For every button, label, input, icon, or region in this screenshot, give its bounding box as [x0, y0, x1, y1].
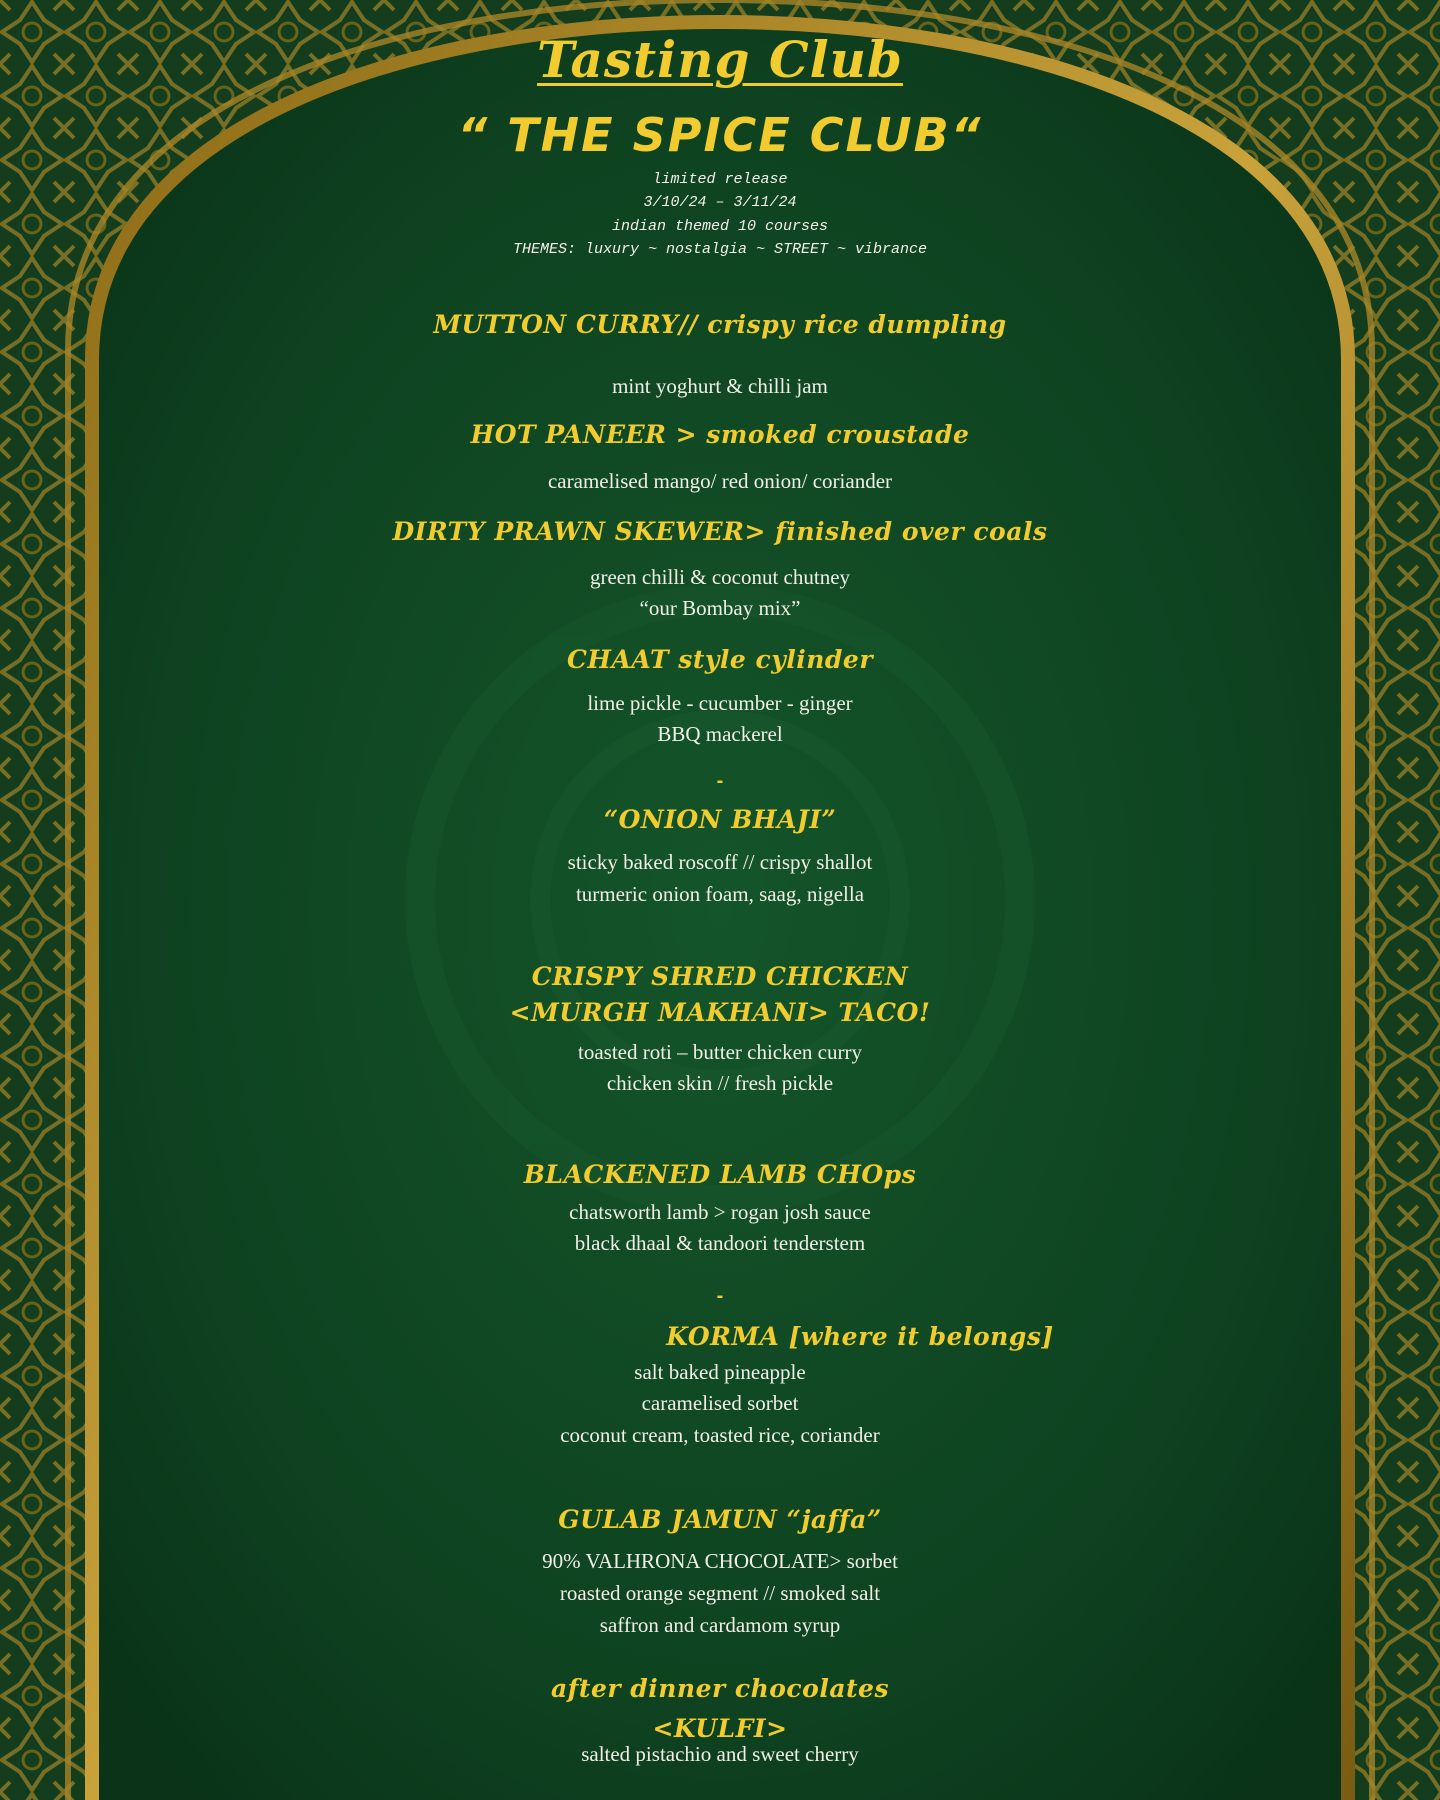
- dish-description: salted pistachio and sweet cherry: [581, 1742, 859, 1766]
- dish-description: toasted roti – butter chicken curry: [578, 1040, 862, 1064]
- course-separator: -: [716, 770, 724, 792]
- dish-description: mint yoghurt & chilli jam: [612, 374, 828, 398]
- dish-onion-bhaji: “ONION BHAJI”: [603, 805, 837, 834]
- dish-description: green chilli & coconut chutney: [589, 565, 851, 589]
- dish-lamb-chops: BLACKENED LAMB CHOps: [523, 1160, 917, 1189]
- dish-hot-paneer: HOT PANEER > smoked croustade: [470, 420, 970, 449]
- dish-description: chatsworth lamb > rogan josh sauce: [569, 1200, 871, 1224]
- dish-prawn-skewer: DIRTY PRAWN SKEWER> finished over coals: [392, 517, 1048, 546]
- dish-description: BBQ mackerel: [657, 722, 783, 746]
- dish-description: caramelised sorbet: [641, 1391, 799, 1415]
- dish-description: black dhaal & tandoori tenderstem: [574, 1231, 866, 1255]
- dish-description: roasted orange segment // smoked salt: [559, 1581, 881, 1605]
- release-dates: 3/10/24 – 3/11/24: [643, 194, 797, 211]
- dish-description: lime pickle - cucumber - ginger: [587, 691, 853, 715]
- course-separator: -: [716, 1285, 724, 1307]
- dish-description: sticky baked roscoff // crispy shallot: [567, 850, 873, 874]
- dish-description: 90% VALHRONA CHOCOLATE> sorbet: [542, 1549, 898, 1573]
- dish-description: turmeric onion foam, saag, nigella: [575, 882, 865, 906]
- dish-description: saffron and cardamom syrup: [599, 1613, 841, 1637]
- menu-title: Tasting Club: [537, 30, 903, 89]
- dish-after-dinner-chocolates: after dinner chocolates: [550, 1674, 890, 1703]
- dish-description: caramelised mango/ red onion/ coriander: [547, 469, 893, 493]
- dish-description: salt baked pineapple: [634, 1360, 806, 1384]
- dish-description: chicken skin // fresh pickle: [606, 1071, 834, 1095]
- themes-line: THEMES: luxury ~ nostalgia ~ STREET ~ vibrance: [512, 241, 928, 258]
- dish-chaat-cylinder: CHAAT style cylinder: [567, 645, 873, 674]
- dish-gulab-jamun: GULAB JAMUN “jaffa”: [558, 1505, 882, 1534]
- course-count: indian themed 10 courses: [611, 218, 829, 235]
- dish-description: coconut cream, toasted rice, coriander: [560, 1423, 880, 1447]
- dish-mutton-curry: MUTTON CURRY// crispy rice dumpling: [433, 310, 1007, 339]
- dish-kulfi: <KULFI>: [652, 1714, 788, 1743]
- dish-korma: KORMA [where it belongs]: [666, 1322, 1054, 1351]
- dish-murgh-makhani-taco: <MURGH MAKHANI> TACO!: [509, 998, 931, 1027]
- release-note: limited release: [652, 171, 788, 188]
- menu-subtitle: “ THE SPICE CLUB“: [457, 108, 983, 162]
- dish-crispy-chicken: CRISPY SHRED CHICKEN: [531, 962, 909, 991]
- dish-description: “our Bombay mix”: [639, 596, 801, 620]
